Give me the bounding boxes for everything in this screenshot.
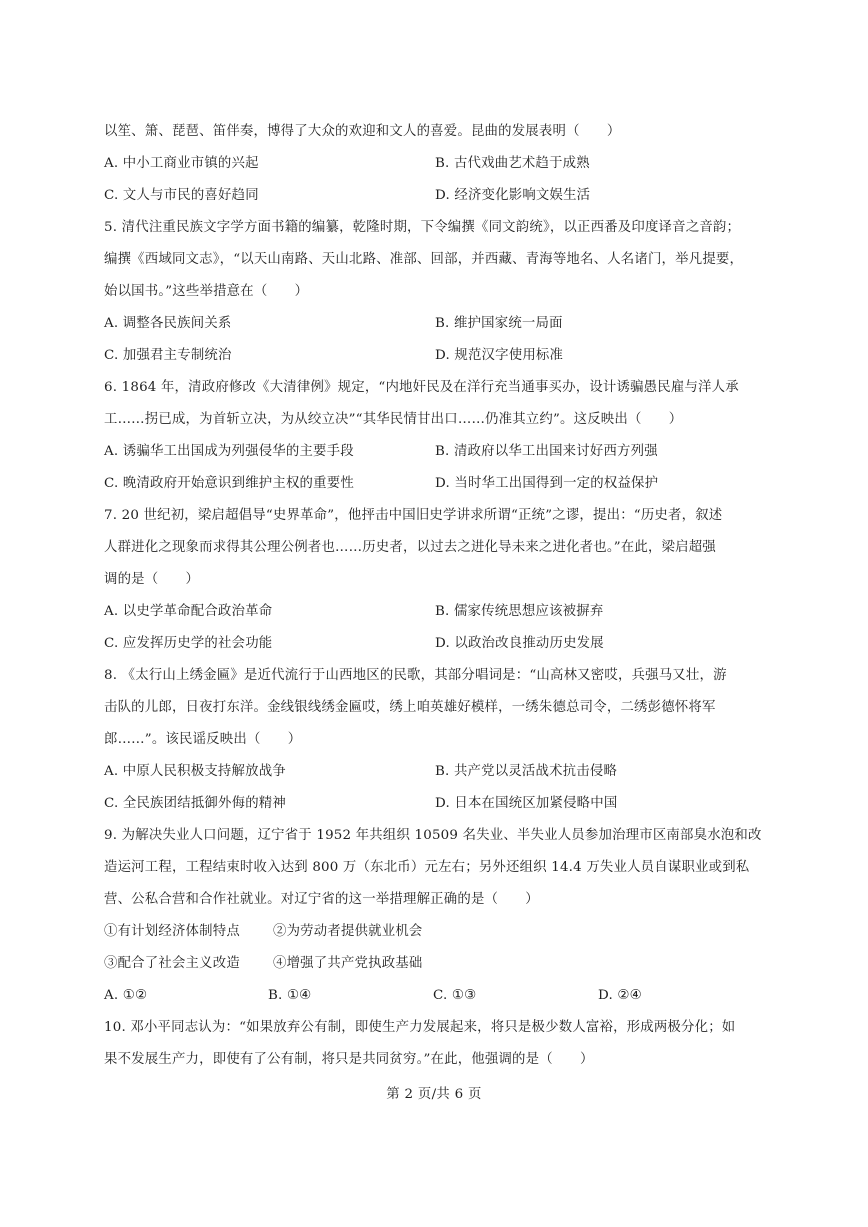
q9-option-c: C. ①③: [433, 988, 477, 1003]
q10-stem-line: 果不发展生产力，即使有了公有制，将只是共同贫穷。”在此，他强调的是（ ）: [104, 1052, 594, 1067]
q7-option-c: C. 应发挥历史学的社会功能: [104, 636, 273, 651]
q9-statement-1: ①有计划经济体制特点: [104, 924, 240, 939]
q9-option-b: B. ①④: [268, 988, 312, 1003]
q8-stem-line: 8. 《太行山上绣金匾》是近代流行于山西地区的民歌，其部分唱词是：“山高林又密哎，兵强马又壮，游: [104, 668, 727, 683]
q9-statement-3: ③配合了社会主义改造: [104, 956, 240, 971]
q9-option-d: D. ②④: [598, 988, 642, 1003]
q5-option-a: A. 调整各民族间关系: [104, 316, 232, 331]
q5-option-d: D. 规范汉字使用标准: [435, 348, 564, 363]
q8-stem-line: 郎……”。该民谣反映出（ ）: [104, 732, 302, 747]
q5-option-b: B. 维护国家统一局面: [435, 316, 563, 331]
q5-stem-line: 5. 清代注重民族文字学方面书籍的编纂，乾隆时期，下令编撰《同文韵统》，以正西番及印度译音之音韵；: [104, 220, 741, 235]
q4-option-d: D. 经济变化影响文娱生活: [435, 188, 591, 203]
q7-option-b: B. 儒家传统思想应该被摒弃: [435, 604, 604, 619]
q8-option-b: B. 共产党以灵活战术抗击侵略: [435, 764, 618, 779]
q9-stem-line: 9. 为解决失业人口问题，辽宁省于 1952 年共组织 10509 名失业、半失业人员参加治理市区南部臭水泡和改: [104, 828, 762, 843]
q5-option-c: C. 加强君主专制统治: [104, 348, 232, 363]
q4-stem-line: 以笙、箫、琵琶、笛伴奏，博得了大众的欢迎和文人的喜爱。昆曲的发展表明（ ）: [104, 124, 621, 139]
q6-option-c: C. 晚清政府开始意识到维护主权的重要性: [104, 476, 354, 491]
page-number: 第 2 页/共 6 页: [386, 1087, 482, 1102]
q7-option-a: A. 以史学革命配合政治革命: [104, 604, 273, 619]
q10-stem-line: 10. 邓小平同志认为：“如果放弃公有制，即使生产力发展起来，将只是极少数人富裕，形成两极分化；如: [104, 1020, 736, 1035]
q4-option-a: A. 中小工商业市镇的兴起: [104, 156, 259, 171]
q5-stem-line: 编撰《西域同文志》，“以天山南路、天山北路、准部、回部，并西藏、青海等地名、人名诸门，举凡提要，: [104, 252, 744, 267]
q8-option-c: C. 全民族团结抵御外侮的精神: [104, 796, 286, 811]
q5-stem-line: 始以国书。”这些举措意在（ ）: [104, 284, 309, 299]
q7-stem-line: 调的是（ ）: [104, 572, 200, 587]
q9-statement-2: ②为劳动者提供就业机会: [273, 924, 423, 939]
q4-option-c: C. 文人与市民的喜好趋同: [104, 188, 259, 203]
q6-stem-line: 工……拐已成，为首斩立决，为从绞立决”“其华民情甘出口……仍准其立约”。这反映出（ ）: [104, 412, 683, 427]
q7-stem-line: 人群进化之现象而求得其公理公例者也……历史者，以过去之进化导未来之进化者也。”在此，梁启超强: [104, 540, 716, 555]
q7-option-d: D. 以政治改良推动历史发展: [435, 636, 604, 651]
q6-stem-line: 6. 1864 年，清政府修改《大清律例》规定，“内地奸民及在洋行充当通事买办，设计诱骗愚民雇与洋人承: [104, 380, 739, 395]
q9-option-a: A. ①②: [104, 988, 148, 1003]
q8-option-d: D. 日本在国统区加紧侵略中国: [435, 796, 618, 811]
q6-option-a: A. 诱骗华工出国成为列强侵华的主要手段: [104, 444, 354, 459]
q8-stem-line: 击队的儿郎，日夜打东洋。金线银线绣金匾哎，绣上咱英雄好模样，一绣朱德总司令，二绣彭德怀将军: [104, 700, 716, 715]
q9-statement-4: ④增强了共产党执政基础: [273, 956, 423, 971]
q6-option-d: D. 当时华工出国得到一定的权益保护: [435, 476, 659, 491]
q8-option-a: A. 中原人民积极支持解放战争: [104, 764, 286, 779]
q9-stem-line: 营、公私合营和合作社就业。对辽宁省的这一举措理解正确的是（ ）: [104, 892, 539, 907]
q9-stem-line: 造运河工程，工程结束时收入达到 800 万（东北币）元左右；另外还组织 14.4 万失业人员自谋职业或到私: [104, 860, 750, 875]
q7-stem-line: 7. 20 世纪初，梁启超倡导“史界革命”，他抨击中国旧史学讲求所谓“正统”之谬，提出：“历史者，叙述: [104, 508, 723, 523]
q4-option-b: B. 古代戏曲艺术趋于成熟: [435, 156, 590, 171]
q6-option-b: B. 清政府以华工出国来讨好西方列强: [435, 444, 658, 459]
